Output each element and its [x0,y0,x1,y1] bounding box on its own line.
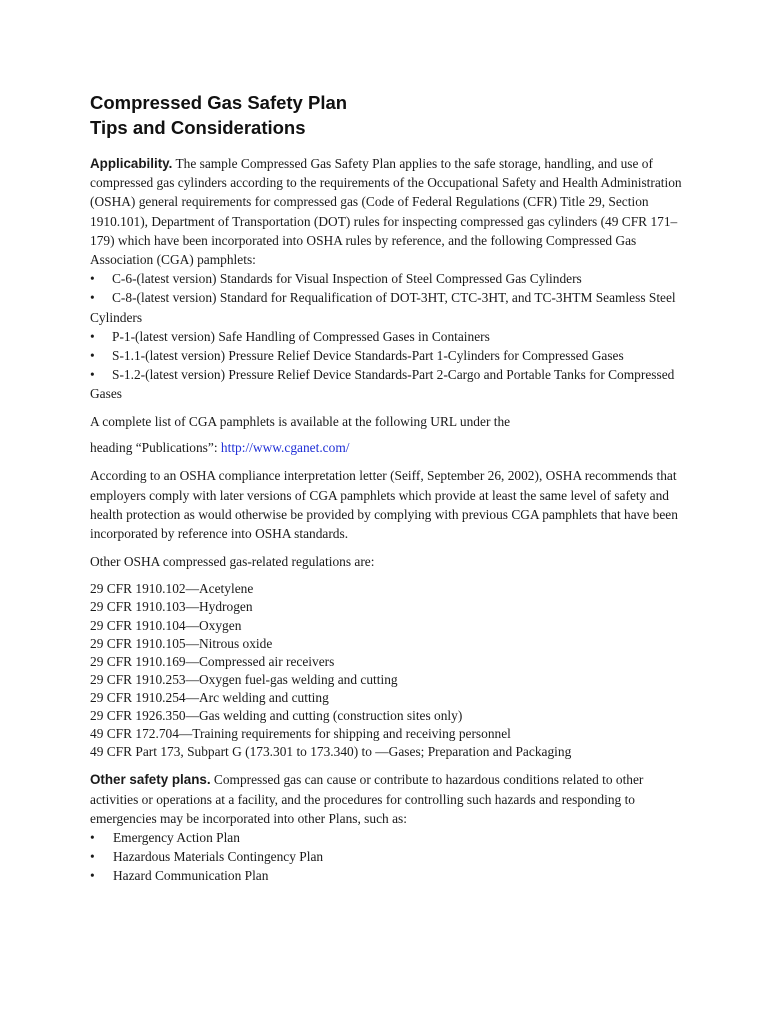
applicability-paragraph [90,154,690,269]
title-line-2: Tips and Considerations [90,117,306,138]
list-item: 29 CFR 1910.102—Acetylene [90,581,254,597]
interpretation-paragraph: According to an OSHA compliance interpretation letter (Seiff, September 26, 2002), OSHA recommends that employers comply with later versions of CGA pamphlets which provide at least the same level of safety and health protection as would otherwise be provided by complying with previous CGA pamphlets that have been incorporated by reference into OSHA standards. [90,468,678,541]
list-item: • Emergency Action Plan [90,828,690,847]
other-safety-plans-lead: Other safety plans. [90,772,211,788]
other-regulations-intro: Other OSHA compressed gas-related regulations are: [90,554,375,570]
other-safety-plans-paragraph [90,770,690,828]
document-page [90,90,690,886]
list-item: • Hazardous Materials Contingency Plan [90,847,690,866]
list-item: 29 CFR 1910.103—Hydrogen [90,599,253,615]
other-plans-list [90,828,690,886]
bullet-glyph: • [90,829,95,845]
list-item: 29 CFR 1910.254—Arc welding and cutting [90,689,329,705]
list-item: • Hazard Communication Plan [90,866,690,885]
cganet-link[interactable]: http://www.cganet.com/ [220,440,350,456]
bullet-glyph: • [90,328,95,344]
other-safety-plans-text: Compressed gas can cause or contribute to hazardous conditions related to other activities or operations at a facility, and the procedures for controlling such hazards and responding to emergencies may be incorporated into other Plans, such as: [90,772,644,826]
document-title [90,90,690,140]
list-item: 29 CFR 1926.350—Gas welding and cutting (construction sites only) [90,708,463,724]
list-item: 29 CFR 1910.253—Oxygen fuel-gas welding and cutting [90,671,398,687]
list-item: • S-1.2-(latest version) Pressure Relief Device Standards-Part 2-Cargo and Portable Tanks for Compressed Gases [90,367,675,402]
list-item: • C-8-(latest version) Standard for Requalification of DOT-3HT, CTC-3HT, and TC-3HTM Seamless Steel Cylinders [90,290,676,325]
list-item: • P-1-(latest version) Safe Handling of Compressed Gases in Containers [90,327,690,346]
list-item: 29 CFR 1910.105—Nitrous oxide [90,635,273,651]
bullet-glyph: • [90,348,95,364]
bullet-glyph: • [90,849,95,865]
bullet-glyph: • [90,290,95,306]
applicability-text: The sample Compressed Gas Safety Plan applies to the safe storage, handling, and use of compressed gas cylinders according to the requirements of the Occupational Safety and Health Administration (OSHA) general requirements for compressed gas (Code of Federal Regulations (CFR) Title 29, Section 1910.101), Department of Transportation (DOT) rules for inspecting compressed gas cylinders (49 CFR 171–179) which have been incorporated into OSHA rules by reference, and the following Compressed Gas Association (CGA) pamphlets: [90,156,682,268]
bullet-glyph: • [90,367,95,383]
list-item: 29 CFR 1910.104—Oxygen [90,617,242,633]
cga-list-line-1: A complete list of CGA pamphlets is available at the following URL under the [90,413,511,429]
title-line-1: Compressed Gas Safety Plan [90,92,348,113]
applicability-lead: Applicability. [90,156,173,171]
cga-list-line-2: heading “Publications”: [90,440,221,456]
bullet-glyph: • [90,868,95,884]
cga-list-heading-line [90,438,690,457]
list-item: 49 CFR Part 173, Subpart G (173.301 to 173.340) to —Gases; Preparation and Packaging [90,744,572,760]
cga-pamphlet-list [90,269,690,403]
list-item: • C-6-(latest version) Standards for Visual Inspection of Steel Compressed Gas Cylinders [90,269,690,288]
list-item: • S-1.1-(latest version) Pressure Relief Device Standards-Part 1-Cylinders for Compressed Gases [90,346,690,365]
cga-list-paragraph [90,412,690,432]
bullet-glyph: • [90,271,95,287]
list-item: 49 CFR 172.704—Training requirements for shipping and receiving personnel [90,726,511,742]
regulations-list [90,580,690,761]
list-item: 29 CFR 1910.169—Compressed air receivers [90,653,335,669]
